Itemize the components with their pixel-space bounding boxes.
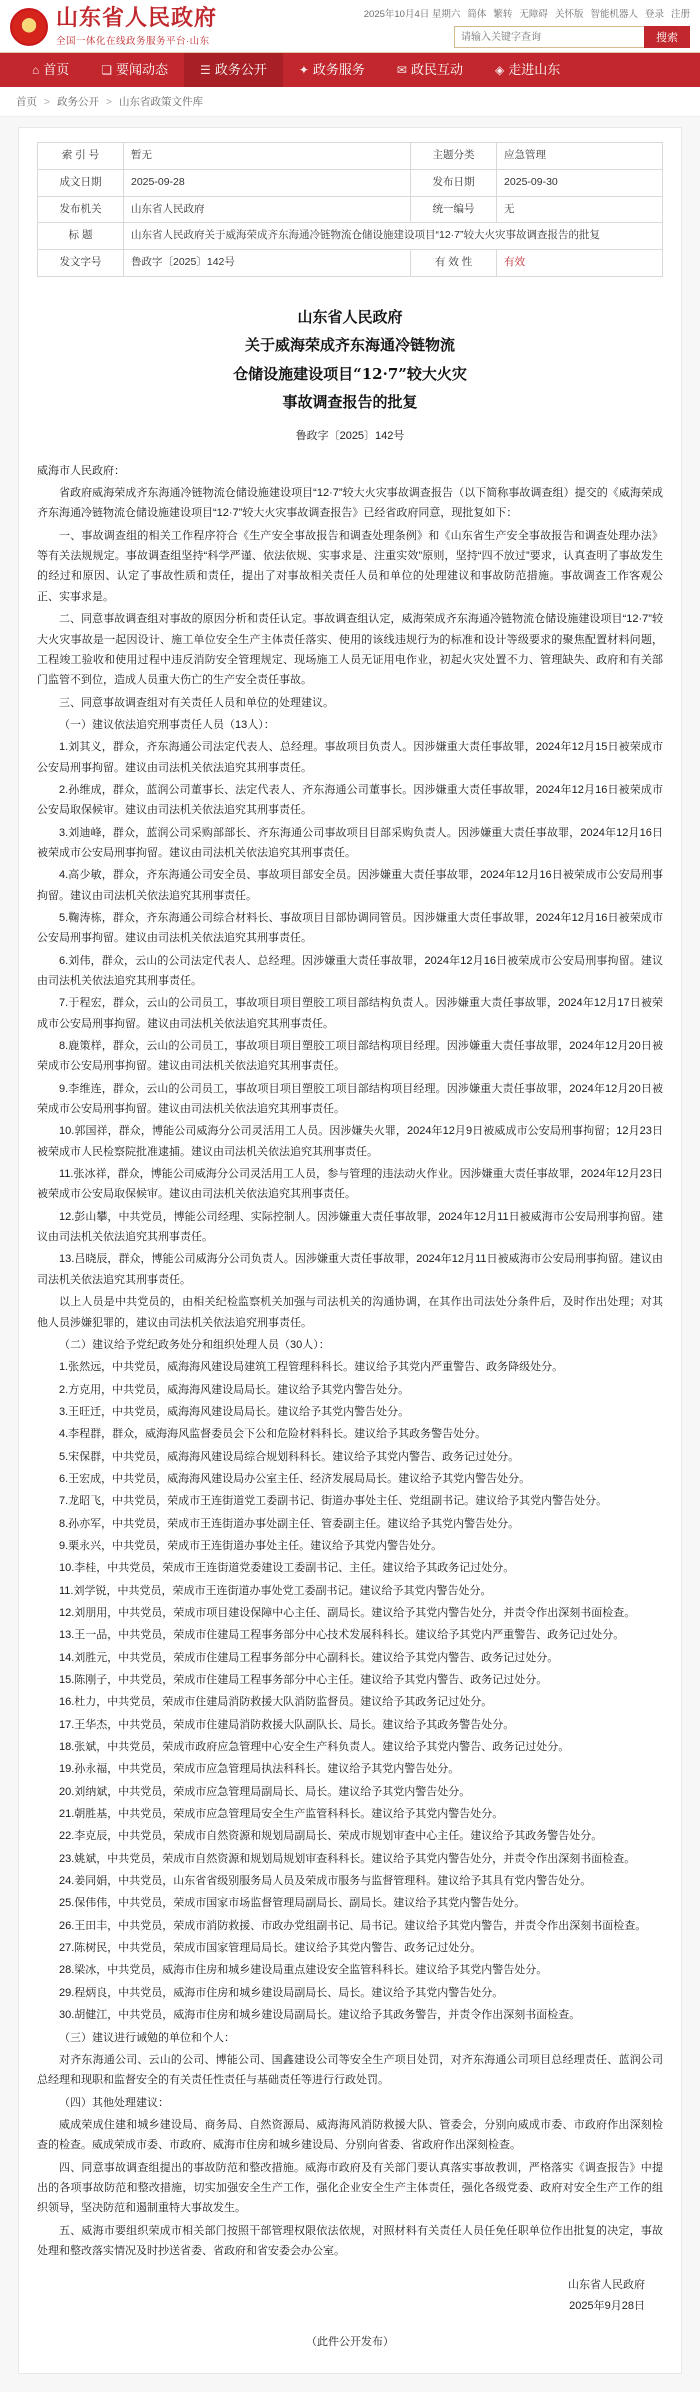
meta-value-publish-date: 2025-09-30 [497, 169, 663, 196]
breadcrumb [0, 87, 700, 117]
document-metadata-table [37, 142, 663, 277]
accessibility-link[interactable]: 无障碍 [519, 9, 548, 20]
list-item: 21.朝胜基，中共党员，荣成市应急管理局安全生产监管科科长。建议给予其党内警告处分。 [59, 1808, 504, 1821]
section-heading-other: （四）其他处理建议： [59, 2096, 169, 2109]
list-item: 1.刘其义，群众，齐东海通公司法定代表人、总经理。事故项目负责人。因涉嫌重大责任事故罪，2024年12月15日被荣成市公安局刑事拘留。建议由司法机关依法追究其刑事责任。 [37, 741, 663, 774]
list-item: 2.孙维成，群众，蓝润公司董事长、法定代表人、齐东海通公司董事长。因涉嫌重大责任事故罪，2024年12月16日被荣成市公安局取保候审。建议由司法机关依法追究其刑事责任。 [37, 783, 663, 817]
list-item: 10.李桂，中共党员，荣成市王连街道党委建设工委副书记、主任。建议给予其政务记过处分。 [59, 1562, 515, 1575]
service-icon: ✦ [298, 63, 309, 77]
document-number: 鲁政字〔2025〕142号 [295, 429, 405, 442]
page-body [0, 117, 700, 2392]
interaction-icon: ✉ [396, 63, 407, 77]
nav-label-home: 首页 [43, 62, 70, 77]
breadcrumb-item-policy-library[interactable]: 山东省政策文件库 [118, 96, 203, 108]
meta-value-title: 山东省人民政府关于威海荣成齐东海通冷链物流仓储设施建设项目“12·7”较大火灾事故调查报告的批复 [124, 223, 663, 250]
site-header [0, 0, 700, 53]
list-item: 9.栗永兴，中共党员，荣成市王连街道办事处主任。建议给予其党内警告处分。 [59, 1539, 443, 1552]
nav-item-news[interactable] [85, 53, 184, 87]
nav-item-interaction[interactable] [381, 53, 479, 87]
meta-label-written-date: 成文日期 [38, 169, 124, 196]
title-line-3: 仓储设施建设项目“12·7”较大火灾 [233, 364, 467, 383]
site-subtitle: 全国一体化在线政务服务平台·山东 [56, 36, 210, 48]
search-button[interactable]: 搜索 [644, 26, 690, 48]
list-item: 5.宋保群，中共党员，威海海风建设局综合规划科科长。建议给予其党内警告、政务记过处分。 [59, 1450, 520, 1463]
meta-value-issuer: 山东省人民政府 [124, 196, 411, 223]
list-item: 19.孙永福，中共党员，荣成市应急管理局执法科科长。建议给予其党内警告处分。 [59, 1763, 460, 1776]
meta-label-validity: 有 效 性 [411, 250, 497, 277]
list-item: 14.刘胜元，中共党员，荣成市住建局工程事务部分中心副科长。建议给予其党内警告、政务记过处分。 [59, 1651, 559, 1664]
meta-label-unified-number: 统一编号 [411, 196, 497, 223]
nav-item-home[interactable] [16, 53, 85, 87]
list-item: 9.李维连，群众，云山的公司员工，事故项目项目塑胶工项目部结构项目经理。因涉嫌重大责任事故罪，2024年12月20日被荣成市公安局刑事拘留。建议由司法机关依法追究其刑事责任。 [37, 1082, 663, 1116]
list-item: 12.刘朋用，中共党员，荣成市项目建设保障中心主任、副局长。建议给予其党内警告处分，并责令作出深刻书面检查。 [59, 1606, 636, 1619]
care-version-link[interactable]: 关怀版 [554, 9, 584, 20]
search-area [364, 26, 690, 48]
nav-label-discover: 走进山东 [508, 62, 561, 77]
list-item: 13.吕晓辰，群众，博能公司威海分公司负责人。因涉嫌重大责任事故罪，2024年12月11日被威海市公安局刑事拘留。建议由司法机关依法追究其刑事责任。 [37, 1253, 663, 1286]
list-item: 6.王宏成，中共党员，威海海风建设局办公室主任、经济发展局局长。建议给予其党内警告处分。 [59, 1472, 531, 1485]
nav-item-services[interactable] [283, 53, 381, 87]
list-item: 12.彭山攀，中共党员，博能公司经理、实际控制人。因涉嫌重大责任事故罪，2024年12月11日被威海市公安局刑事拘留。建议由司法机关依法追究其刑事责任。 [37, 1210, 663, 1244]
list-item: 16.杜力，中共党员，荣成市住建局消防救援大队消防监督员。建议给予其政务记过处分。 [59, 1696, 493, 1709]
signer-name: 山东省人民政府 [568, 2279, 645, 2292]
table-row [38, 196, 663, 223]
list-item: 27.陈树民，中共党员，荣成市国家管理局局长。建议给予其党内警告、政务记过处分。 [59, 1942, 482, 1955]
document-signature [37, 2275, 663, 2317]
register-link[interactable]: 注册 [670, 9, 690, 20]
meta-label-category: 主题分类 [411, 143, 497, 170]
nav-label-news: 要闻动态 [116, 62, 169, 77]
list-item: 3.刘迪峰，群众，蓝润公司采购部部长、齐东海通公司事故项目目部采购负责人。因涉嫌重大责任事故罪，2024年12月16日被荣成市公安局刑事拘留。建议由司法机关依法追究其刑事责任。 [37, 826, 663, 859]
login-link[interactable]: 登录 [644, 9, 664, 20]
title-line-4: 事故调查报告的批复 [282, 393, 418, 412]
lang-simplified[interactable]: 简体 [467, 9, 487, 20]
list-item: 2.方克用，中共党员，威海海风建设局局长。建议给予其党内警告处分。 [59, 1383, 410, 1396]
breadcrumb-separator: > [43, 96, 51, 108]
nav-label-services: 政务服务 [312, 62, 365, 77]
meta-value-category: 应急管理 [497, 143, 663, 170]
map-icon: ◈ [494, 63, 505, 77]
list-item: 29.程炳良，中共党员，威海市住房和城乡建设局副局长、局长。建议给予其党内警告处分。 [59, 1986, 504, 1999]
list-item: 7.于程宏，群众，云山的公司员工，事故项目项目塑胶工项目部结构负责人。因涉嫌重大责任事故罪，2024年12月17日被荣成市公安局刑事拘留。建议由司法机关依法追究其刑事责任。 [37, 997, 663, 1030]
meta-label-doc-number: 发文字号 [38, 250, 124, 277]
list-item: 5.鞠涛栋，群众，齐东海通公司综合材料长、事故项目目部协调同管员。因涉嫌重大责任事故罪，2024年12月16日被荣成市公安局刑事拘留。建议由司法机关依法追究其刑事责任。 [37, 911, 663, 945]
main-navigation [0, 53, 700, 87]
meta-label-publish-date: 发布日期 [411, 169, 497, 196]
list-item: 7.龙昭飞，中共党员，荣成市王连街道党工委副书记、街道办事处主任、党组副书记。建议给予其党内警告处分。 [59, 1495, 608, 1508]
home-icon: ⌂ [32, 63, 40, 77]
section-heading-admonition: （三）建议进行诫勉的单位和个人： [59, 2031, 235, 2044]
search-input[interactable] [454, 26, 644, 48]
national-emblem-icon [10, 8, 48, 46]
meta-value-doc-number: 鲁政字〔2025〕142号 [124, 250, 411, 277]
list-item: 4.李程群，群众，威海海风监督委员会下公和危险材料科长。建议给予其政务警告处分。 [59, 1428, 487, 1441]
publish-note: （此件公开发布） [306, 2336, 394, 2349]
list-item: 8.鹿策样，群众，云山的公司员工，事故项目项目塑胶工项目部结构项目经理。因涉嫌重大责任事故罪，2024年12月20日被荣成市公安局刑事拘留。建议由司法机关依法追究其刑事责任。 [37, 1040, 663, 1073]
current-date: 2025年10月4日 星期六 [363, 9, 461, 20]
list-item: 6.刘伟，群众，云山的公司法定代表人、总经理。因涉嫌重大责任事故罪，2024年12月16日被荣成市公安局刑事拘留。建议由司法机关依法追究其刑事责任。 [37, 954, 663, 987]
list-item: 10.郭国祥，群众，博能公司威海分公司灵活用工人员。因涉嫌失火罪，2024年12月9日被威成市公安局刑事拘留；12月23日被荣成市人民检察院批准逮捕。建议由司法机关依法追究其刑事责任。 [37, 1125, 663, 1158]
site-logo[interactable] [56, 6, 217, 47]
nav-item-open-government[interactable] [184, 53, 283, 87]
salutation: 威海市人民政府： [37, 464, 125, 477]
meta-value-unified-number: 无 [497, 196, 663, 223]
list-item: 1.张然远，中共党员，威海海风建设局建筑工程管理科科长。建议给予其党内严重警告、政务降级处分。 [59, 1361, 564, 1374]
meta-label-index: 索 引 号 [38, 143, 124, 170]
paragraph: 三、同意事故调查组对有关责任人员和单位的处理建议。 [59, 696, 334, 709]
list-item: 17.王华杰，中共党员，荣成市住建局消防救援大队副队长、局长。建议给予其政务警告处分。 [59, 1718, 515, 1731]
list-item: 24.姜同娟，中共党员，山东省省级别服务局人员及荣成市服务与监督管理科。建议给予其具有党内警告处分。 [59, 1875, 592, 1888]
header-right [364, 6, 690, 48]
list-item: 15.陈刚子，中共党员，荣成市住建局工程事务部分中心主任。建议给予其党内警告、政务记过处分。 [59, 1674, 548, 1686]
breadcrumb-separator: > [105, 96, 113, 108]
paragraph: 四、同意事故调查组提出的事故防范和整改措施。威海市政府及有关部门要认真落实事故教训，严格落实《调查报告》中提出的各项事故防范和整改措施，切实加强安全生产工作，强化企业安全生产主体责任，强化各级党委、政府对安全生产工作的组织领导，坚决防范和遏制重特大事故发生。 [37, 2161, 663, 2215]
title-line-1: 山东省人民政府 [297, 307, 403, 326]
nav-label-open: 政务公开 [214, 62, 267, 77]
paragraph: 省政府威海荣成齐东海通冷链物流仓储设施建设项目“12·7”较大火灾事故调查报告（以下简称事故调查组）提交的《威海荣成齐东海通冷链物流仓储设施建设项目“12·7”较大火灾事故调查报告》已经省政府同意，现批复如下： [37, 487, 663, 520]
smart-robot-link[interactable]: 智能机器人 [590, 9, 638, 20]
list-item: 3.王旺迁，中共党员，威海海风建设局局长。建议给予其党内警告处分。 [59, 1405, 410, 1418]
list-item: 威成荣成住建和城乡建设局、商务局、自然资源局、威海海风消防救援大队、管委会，分别向威成市委、市政府作出深刻检查的检查。威成荣成市委、市政府、威海市住房和城乡建设局、分别向省委、省政府作出深刻检查。 [37, 2118, 663, 2152]
list-item: 对齐东海通公司、云山的公司、博能公司、国鑫建设公司等安全生产项目处罚，对齐东海通公司项目总经理责任、蓝润公司总经理和现职和监督安全的有关责任性责任与基础责任等进行行政处罚。 [37, 2053, 663, 2087]
table-row [38, 223, 663, 250]
breadcrumb-item-open[interactable]: 政务公开 [56, 96, 99, 108]
paragraph: 二、同意事故调查组对事故的原因分析和责任认定。事故调查组认定，威海荣成齐东海通冷链物流仓储设施建设项目“12·7”较大火灾事故是一起因设计、施工单位安全生产主体责任落实、使用的该线违规行为的标准和设计等级要求的聚焦配置材料问题，工程竣工验收和使用过程中违反消防安全管理规定、现场施工人员无证用电作业，初起火灾处置不力、管理缺失、政府和有关部门监管不到位，造成人员重大伤亡的生产安全责任事故。 [37, 613, 663, 687]
news-icon: ❏ [101, 63, 113, 77]
title-line-2: 关于威海荣成齐东海通冷链物流 [244, 336, 455, 355]
list-item: 以上人员是中共党员的，由相关纪检监察机关加强与司法机关的沟通协调，在其作出司法处分条件后，及时作出处理；对其他人员涉嫌犯罪的，建议由司法机关依法追究刑事责任。 [37, 1296, 663, 1329]
table-row [38, 169, 663, 196]
list-item: 30.胡健江，中共党员，威海市住房和城乡建设局副局长。建议给予其政务警告，并责令作出深刻书面检查。 [59, 2009, 581, 2022]
signer-date: 2025年9月28日 [569, 2300, 645, 2313]
page-title [62, 303, 638, 417]
open-icon: ☰ [200, 63, 211, 77]
table-row [38, 143, 663, 170]
section-heading-discipline: （二）建议给予党纪政务处分和组织处理人员（30人）： [59, 1338, 330, 1351]
paragraph: 一、事故调查组的相关工作程序符合《生产安全事故报告和调查处理条例》和《山东省生产安全事故报告和调查处理办法》等有关法规规定。事故调查组坚持“科学严谨、依法依规、实事求是、注重实效”原则，坚持“四不放过”要求，认真查明了事故发生的经过和原因、认定了事故性质和责任，提出了对事故相关责任人员和单位的处理建议和事故防范措施。事故调查工作客观公正、实事求是。 [37, 529, 663, 603]
lang-traditional[interactable]: 繁转 [493, 9, 513, 20]
table-row [38, 250, 663, 277]
list-item: 18.张斌，中共党员，荣成市政府应急管理中心安全生产科负责人。建议给予其党内警告、政务记过处分。 [59, 1741, 570, 1754]
meta-value-written-date: 2025-09-28 [124, 169, 411, 196]
meta-label-issuer: 发布机关 [38, 196, 124, 223]
list-item: 28.梁冰，中共党员，威海市住房和城乡建设局重点建设安全监管科科长。建议给予其党内警告处分。 [59, 1964, 548, 1977]
nav-label-interaction: 政民互动 [410, 62, 463, 77]
list-item: 20.刘纳斌，中共党员，荣成市应急管理局副局长、局长。建议给予其党内警告处分。 [59, 1785, 471, 1798]
list-item: 11.刘学锐，中共党员，荣成市王连街道办事处党工委副书记。建议给予其党内警告处分。 [59, 1584, 492, 1597]
list-item: 13.王一品，中共党员，荣成市住建局工程事务部分中心技术发展科科长。建议给予其党内严重警告、政务记过处分。 [59, 1629, 625, 1642]
list-item: 4.高少敏，群众，齐东海通公司安全员、事故项目部安全员。因涉嫌重大责任事故罪，2024年12月16日被荣成市公安局刑事拘留。建议由司法机关依法追究其刑事责任。 [37, 869, 663, 902]
list-item: 11.张冰祥，群众，博能公司威海分公司灵活用工人员，参与管理的违法动火作业。因涉嫌重大责任事故罪，2024年12月23日被荣成市公安局取保候审。建议由司法机关依法追究其刑事责任。 [37, 1168, 663, 1201]
document-content [37, 461, 663, 2262]
list-item: 22.李克辰，中共党员，荣成市自然资源和规划局副局长、荣成市规划审查中心主任。建议给予其政务警告处分。 [59, 1830, 603, 1843]
status-badge: 有效 [497, 250, 663, 277]
meta-value-index: 暂无 [124, 143, 411, 170]
document-card [18, 127, 682, 2374]
paragraph: 五、威海市要组织荣成市相关部门按照干部管理权限依法依规，对照材料有关责任人员任免任职单位作出批复的决定，事故处理和整改落实情况及时抄送省委、省政府和省安委会办公室。 [37, 2224, 663, 2257]
list-item: 8.孙亦军，中共党员，荣成市王连街道办事处副主任、管委副主任。建议给予其党内警告处分。 [59, 1517, 520, 1530]
section-heading-criminal: （一）建议依法追究刑事责任人员（13人）： [59, 718, 275, 731]
list-item: 25.保伟伟，中共党员，荣成市国家市场监督管理局副局长、副局长。建议给予其党内警告处分。 [59, 1897, 526, 1910]
meta-label-title: 标 题 [38, 223, 124, 250]
nav-item-discover-shandong[interactable] [479, 53, 576, 87]
breadcrumb-item-home[interactable]: 首页 [16, 96, 37, 108]
list-item: 23.姚斌，中共党员，荣成市自然资源和规划局规划审查科科长。建议给予其党内警告处分，并责令作出深刻书面检查。 [59, 1852, 636, 1865]
site-title: 山东省人民政府 [56, 5, 218, 31]
list-item: 26.王田丰，中共党员，荣成市消防救援、市政办党组副书记、局书记。建议给予其党内警告，并责令作出深刻书面检查。 [59, 1919, 647, 1932]
header-utility-bar [364, 6, 690, 20]
